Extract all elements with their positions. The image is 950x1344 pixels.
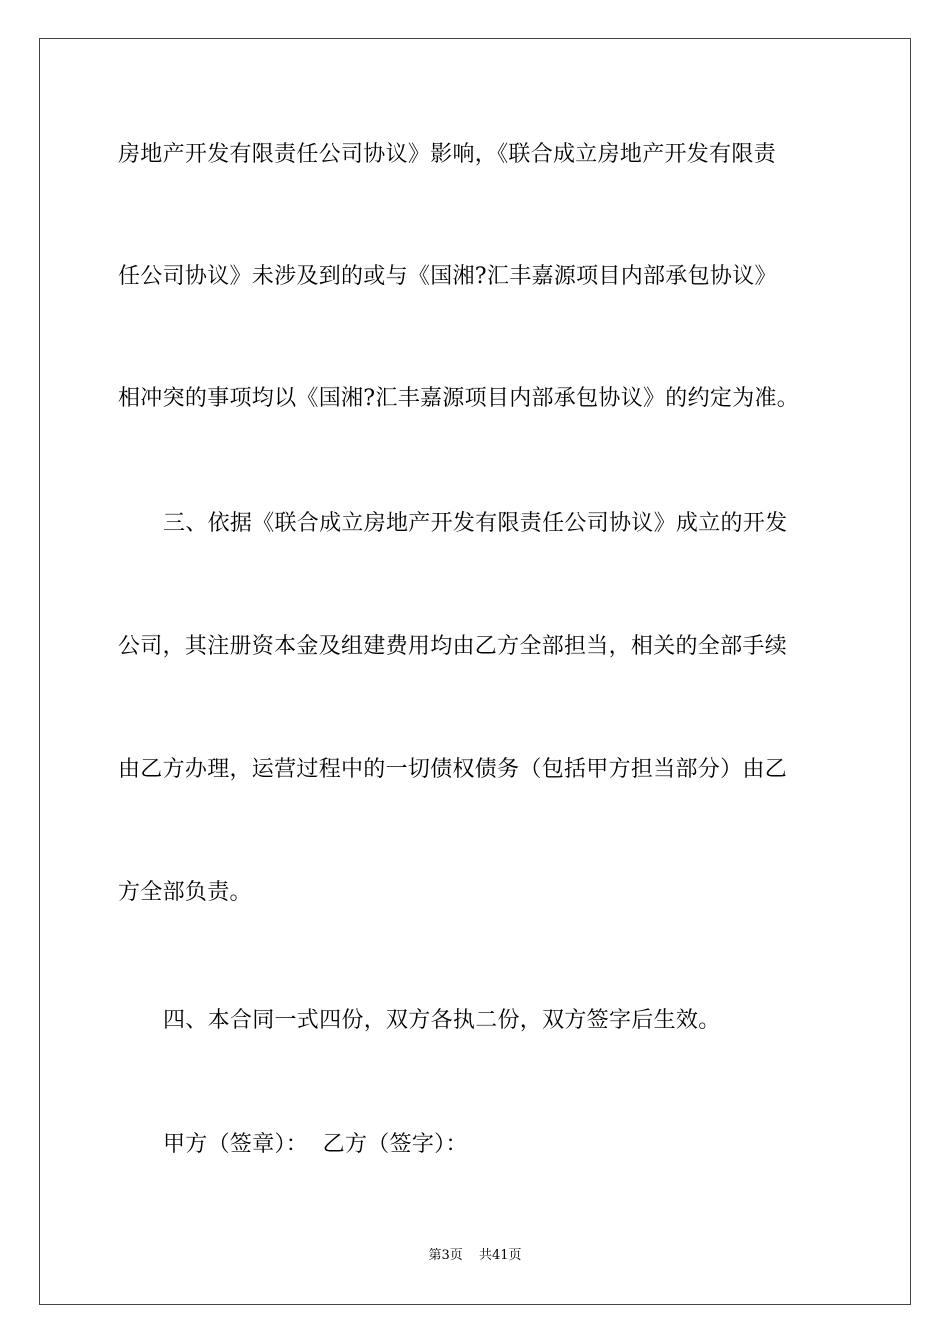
signature-line: 甲方（签章）： 乙方（签字）：	[163, 1132, 468, 1157]
body-text-line: 方全部负责。	[118, 880, 252, 905]
clause-four-line: 四、本合同一式四份，双方各执二份，双方签字后生效。	[163, 1008, 721, 1033]
body-text-line: 公司，其注册资本金及组建费用均由乙方全部担当，相关的全部手续	[118, 634, 788, 659]
page-footer	[0, 1247, 950, 1265]
body-text-line: 任公司协议》未涉及到的或与《国湘?汇丰嘉源项目内部承包协议》	[118, 264, 777, 289]
page-number: 第3页	[428, 1248, 463, 1263]
body-text-line: 由乙方办理，运营过程中的一切债权债务（包括甲方担当部分）由乙	[118, 757, 788, 782]
body-text-line: 房地产开发有限责任公司协议》影响，《联合成立房地产开发有限责	[118, 142, 777, 167]
page-total: 共41页	[478, 1248, 522, 1263]
page-frame	[39, 38, 911, 1305]
body-text-line: 相冲突的事项均以《国湘?汇丰嘉源项目内部承包协议》的约定为准。	[118, 386, 800, 411]
clause-three-line: 三、依据《联合成立房地产开发有限责任公司协议》成立的开发	[163, 511, 788, 536]
